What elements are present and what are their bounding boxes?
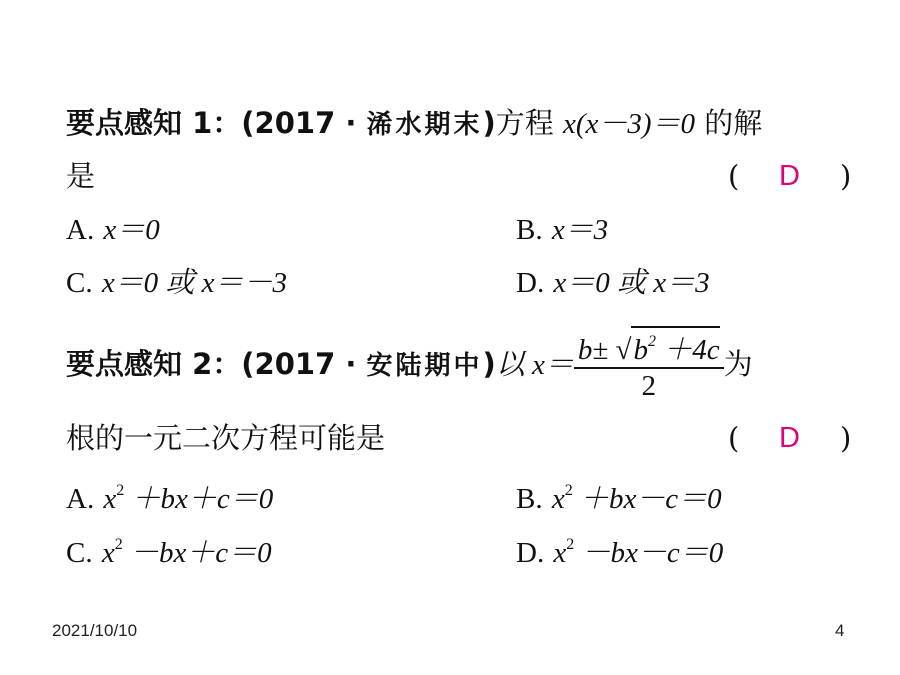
q2-option-b-letter: B.: [516, 483, 543, 515]
q2-option-a-pre: x: [103, 483, 117, 515]
q1-source-name: 浠水期末: [366, 110, 483, 140]
q1-stem-line2: 是: [66, 159, 96, 193]
q1-option-b-letter: B.: [516, 214, 543, 246]
q2-numerator-pre: b±: [577, 333, 616, 366]
q2-option-a: [66, 473, 273, 517]
q2-option-c-exp: 2: [114, 536, 123, 553]
q1-option-d-letter: D.: [516, 267, 545, 299]
q1-option-c-letter: C.: [66, 267, 93, 299]
q1-option-b: [516, 211, 608, 248]
q1-option-d-text: x＝0 或 x＝3: [553, 267, 710, 299]
q2-option-a-exp: 2: [116, 482, 125, 499]
q2-answer-paren-right: ): [840, 421, 852, 455]
q2-option-a-post: ＋bx＋c＝0: [124, 483, 274, 515]
q1-answer-paren-right: ): [840, 159, 852, 193]
q1-option-b-text: x＝3: [551, 214, 609, 246]
q2-option-c-letter: C.: [66, 537, 93, 569]
q2-stem-line2: 根的一元二次方程可能是: [66, 421, 386, 455]
q2-sqrt-rest: ＋4c: [655, 333, 720, 366]
q2-root-fraction: [574, 326, 724, 403]
q2-sqrt-radicand: [631, 326, 719, 364]
q1-source-open: ：(2017 ·: [212, 106, 367, 140]
q1-option-c: [66, 264, 287, 301]
q2-sqrt-exponent: 2: [647, 332, 656, 350]
q2-option-c-pre: x: [101, 537, 115, 569]
q1-option-d: [516, 264, 710, 301]
q1-option-a-text: x＝0: [103, 214, 160, 246]
sqrt-icon: √: [615, 333, 632, 366]
q1-answer-paren-left: (: [728, 159, 740, 193]
q2-option-d-post: －bx－c＝0: [574, 537, 724, 569]
q1-stem-equation: x(x－3)＝0: [562, 108, 696, 140]
q2-option-d-exp: 2: [566, 536, 575, 553]
q2-answer-paren-left: (: [728, 421, 740, 455]
q2-stem-line1: [66, 324, 753, 406]
q2-option-c-post: －bx＋c＝0: [122, 537, 272, 569]
q2-source-open: ：(2017 ·: [212, 347, 367, 381]
q2-sqrt-base: b: [633, 333, 648, 366]
q1-stem-line1: [66, 105, 762, 143]
footer-page-number: 4: [835, 621, 845, 640]
q1-option-c-text: x＝0 或 x＝－3: [101, 267, 288, 299]
q2-stem-post: 为: [723, 347, 753, 381]
q1-option-a: [66, 211, 160, 248]
q2-fraction-numerator: [574, 326, 724, 367]
q1-stem-post: 的解: [695, 106, 763, 140]
q2-stem-pre: 以 x＝: [495, 349, 574, 381]
q1-stem-pre: 方程: [495, 106, 563, 140]
q2-label: 要点感知 2: [66, 347, 213, 381]
q1-label: 要点感知 1: [66, 106, 213, 140]
q2-answer: D: [779, 422, 800, 454]
q2-source-name: 安陆期中: [366, 351, 483, 381]
q1-option-a-letter: A.: [66, 214, 95, 246]
q2-option-b-post: ＋bx－c＝0: [572, 483, 722, 515]
footer-date: 2021/10/10: [52, 621, 138, 640]
q2-option-b-exp: 2: [564, 482, 573, 499]
q2-option-d-letter: D.: [516, 537, 545, 569]
q1-answer: D: [779, 160, 800, 192]
q2-option-d-pre: x: [553, 537, 567, 569]
q2-source-close: ): [482, 347, 496, 381]
q2-option-d: [516, 527, 723, 571]
q2-fraction-denominator: 2: [641, 369, 656, 402]
q2-option-b: [516, 473, 722, 517]
q1-source-close: ): [482, 106, 496, 140]
q2-option-a-letter: A.: [66, 483, 95, 515]
q2-option-c: [66, 527, 272, 571]
q2-option-b-pre: x: [551, 483, 565, 515]
